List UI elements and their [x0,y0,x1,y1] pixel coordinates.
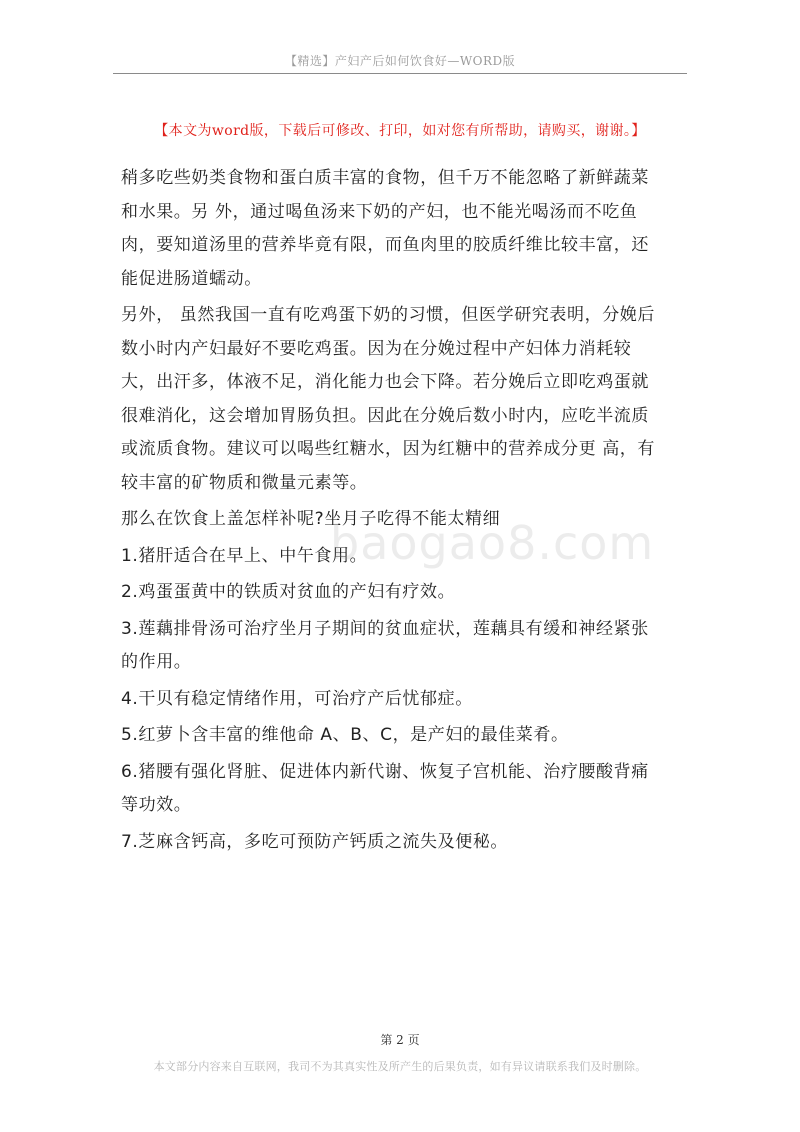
section-heading: 那么在饮食上盖怎样补呢?坐月子吃得不能太精细 [121,509,501,529]
body-paragraph-2: 另外， 虽然我国一直有吃鸡蛋下奶的习惯，但医学研究表明，分娩后数小时内产妇最好不要吃鸡蛋。因为在分娩过程中产妇体力消耗较大，出汗多，体液不足，消化能力也会下降。若分娩后立即吃鸡蛋就很难消化，这会增加胃肠负担。因此在分娩后数小时内，应吃半流质或流质食物。建议可以喝些红糖水，因为红糖中的营养成分更 高，有较丰富的矿物质和微量元素等。 [121,305,656,493]
list-item-5: 5.红萝卜含丰富的维他命 A、B、C，是产妇的最佳菜肴。 [121,725,569,745]
body-paragraph-1: 稍多吃些奶类食物和蛋白质丰富的食物，但千万不能忽略了新鲜蔬菜和水果。另 外，通过喝鱼汤来下奶的产妇，也不能光喝汤而不吃鱼肉，要知道汤里的营养毕竟有限，而鱼肉里的胶质纤维比较丰富，还能促进肠道蠕动。 [121,168,649,289]
header-divider [113,73,687,74]
list-item-4: 4.干贝有稳定情绪作用，可治疗产后忧郁症。 [121,688,473,709]
list-item-2: 2.鸡蛋蛋黄中的铁质对贫血的产妇有疗效。 [121,582,456,602]
page-number: 第 2 页 [380,1033,420,1047]
list-item-6: 6.猪腰有强化肾脏、促进体内新代谢、恢复子宫机能、治疗腰酸背痛等功效。 [121,761,649,815]
list-item-3: 3.莲藕排骨汤可治疗坐月子期间的贫血症状，莲藕具有缓和神经紧张的作用。 [121,618,649,672]
download-notice: 【本文为word版，下载后可修改、打印，如对您有所帮助，请购买，谢谢。】 [154,123,646,139]
list-item-7: 7.芝麻含钙高，多吃可预防产钙质之流失及便秘。 [121,831,509,852]
page-header-title: 【精选】产妇产后如何饮食好—WORD版 [284,54,516,68]
list-item-1: 1.猪肝适合在早上、中午食用。 [121,545,368,566]
document-body [121,162,661,859]
footer-disclaimer: 本文部分内容来自互联网，我司不为其真实性及所产生的后果负责，如有异议请联系我们及时删除。 [153,1060,647,1073]
watermark: baogao8.com [330,516,655,570]
